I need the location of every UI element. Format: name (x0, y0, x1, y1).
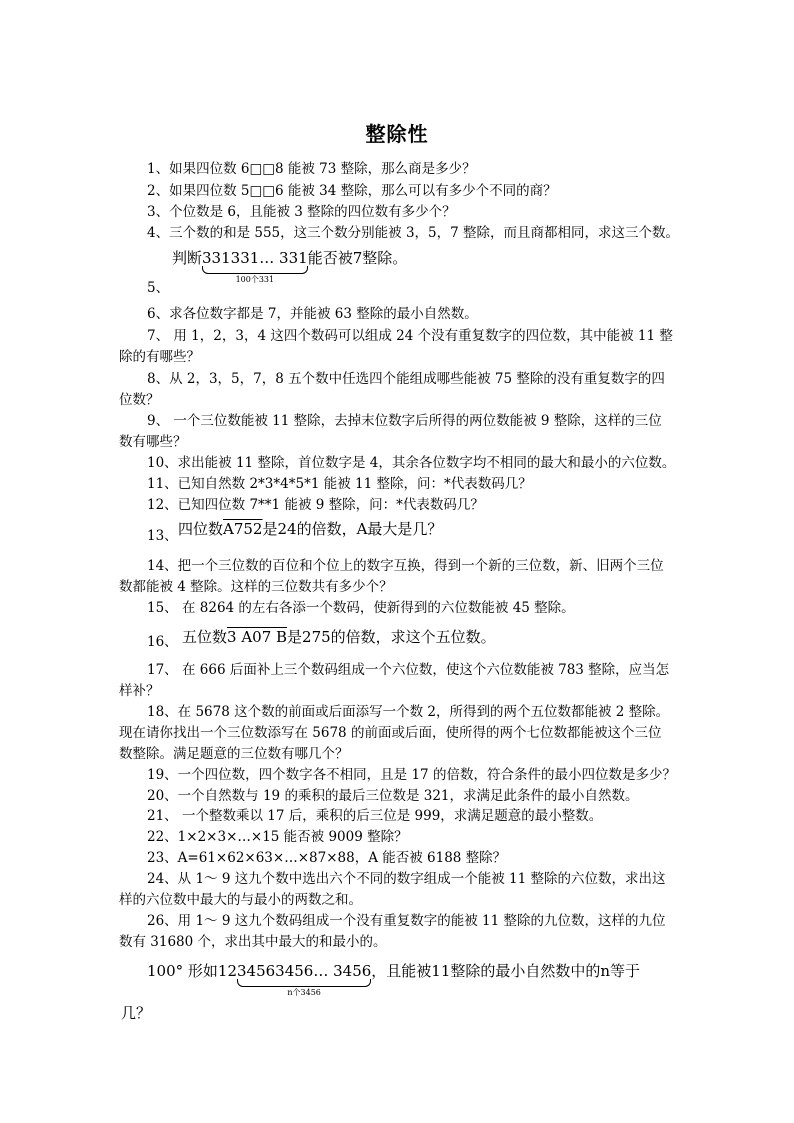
question-5-suffix: 能否被7整除。 (307, 249, 408, 267)
question-6: 6、求各位数字都是 7，并能被 63 整除的最小自然数。 (147, 306, 478, 322)
question-16-statement: 五位数3 A07 B是275的倍数，求这个五位数。 (182, 628, 496, 646)
question-15: 15、 在 8264 的左右各添一个数码，使新得到的六位数能被 45 整除。 (147, 600, 575, 616)
question-13-statement: 四位数A752是24的倍数，A最大是几？ (178, 520, 443, 538)
question-13-number: 13、 (147, 528, 178, 544)
underbrace (202, 266, 308, 274)
question-24-line-1: 24、从 1～ 9 这九个数中选出六个不同的数字组成一个能被 11 整除的六位数，求出这 (147, 871, 666, 887)
question-16-number: 16、 (147, 634, 178, 650)
question-9-line-2: 数有哪些？ (119, 434, 187, 450)
question-20: 20、一个自然数与 19 的乘积的最后三位数是 321，求满足此条件的最小自然数。 (147, 788, 639, 804)
question-5-prefix: 判断 (172, 249, 203, 267)
question-10: 10、求出能被 11 整除，首位数字是 4，其余各位数字均不相同的最大和最小的六位数。 (147, 455, 676, 471)
question-9-line-1: 9、 一个三位数能被 11 整除，去掉末位数字后所得的两位数能被 9 整除，这样的三位 (147, 413, 662, 429)
question-27-statement (147, 961, 641, 997)
question-26-line-1: 26、用 1～ 9 这九个数码组成一个没有重复数字的能被 11 整除的九位数，这样的九位 (147, 913, 666, 929)
overlined-number: A752 (223, 520, 263, 538)
question-26-line-2: 数有 31680 个，求出其中最大的和最小的。 (119, 934, 387, 950)
overlined-number: 3 A07 B (227, 628, 288, 646)
page-title: 整除性 (365, 122, 429, 146)
question-2: 2、如果四位数 5□□6 能被 34 整除，那么可以有多少个不同的商？ (147, 183, 557, 199)
question-7-line-1: 7、 用 1，2，3，4 这四个数码可以组成 24 个没有重复数字的四位数，其中能被 11 整 (147, 328, 673, 344)
question-8-line-2: 位数？ (119, 392, 160, 408)
question-5-statement (172, 248, 408, 284)
question-3: 3、个位数是 6，且能被 3 整除的四位数有多少个？ (147, 204, 456, 220)
question-12: 12、已知四位数 7**1 能被 9 整除，问：*代表数码几？ (147, 497, 484, 513)
question-5-number: 5、 (147, 280, 170, 296)
question-18-line-3: 数整除。满足题意的三位数有哪几个？ (119, 746, 349, 762)
question-7-line-2: 除的有哪些？ (119, 349, 200, 365)
question-14-line-2: 数都能被 4 整除。这样的三位数共有多少个？ (119, 579, 393, 595)
question-27-braced-number: 34563456… 3456 n个3456 (237, 962, 372, 997)
brace-label: n个3456 (287, 988, 321, 997)
question-23: 23、A=61×62×63×…×87×88，A 能否被 6188 整除？ (147, 850, 507, 866)
question-27-prefix: 100° 形如12 (147, 962, 237, 980)
question-11: 11、已知自然数 2*3*4*5*1 能被 11 整除，问：*代表数码几？ (147, 476, 532, 492)
question-4: 4、三个数的和是 555，这三个数分别能被 3，5，7 整除，而且商都相同，求这三个数。 (147, 225, 679, 241)
underbrace (237, 979, 371, 987)
question-8-line-1: 8、从 2，3，5，7，8 五个数中任选四个能组成哪些能被 75 整除的没有重复数字的四 (147, 371, 665, 387)
question-27-suffix: ，且能被11整除的最小自然数中的n等于 (371, 962, 641, 980)
question-18-line-2: 现在请你找出一个三位数添写在 5678 的前面或后面，使所得的两个七位数都能被这个三位 (119, 725, 662, 741)
question-24-line-2: 样的六位数中最大的与最小的两数之和。 (119, 892, 362, 908)
question-17-line-2: 样补？ (119, 683, 160, 699)
question-14-line-1: 14、把一个三位数的百位和个位上的数字互换，得到一个新的三位数，新、旧两个三位 (147, 558, 664, 574)
question-27-end: 几？ (121, 1004, 152, 1022)
question-22: 22、1×2×3×…×15 能否被 9009 整除？ (147, 829, 408, 845)
question-18-line-1: 18、在 5678 这个数的前面或后面添写一个数 2，所得到的两个五位数都能被 2 整除。 (147, 704, 670, 720)
brace-label: 100个331 (235, 275, 275, 284)
question-19: 19、一个四位数，四个数字各不相同，且是 17 的倍数，符合条件的最小四位数是多少？ (147, 767, 676, 783)
question-21: 21、 一个整数乘以 17 后，乘积的后三位是 999，求满足题意的最小整数。 (147, 808, 603, 824)
question-5-braced-number: 331331… 331 100个331 (202, 249, 308, 284)
question-1: 1、如果四位数 6□□8 能被 73 整除，那么商是多少？ (147, 161, 476, 177)
question-17-line-1: 17、 在 666 后面补上三个数码组成一个六位数，使这个六位数能被 783 整除，应当怎 (147, 662, 670, 678)
